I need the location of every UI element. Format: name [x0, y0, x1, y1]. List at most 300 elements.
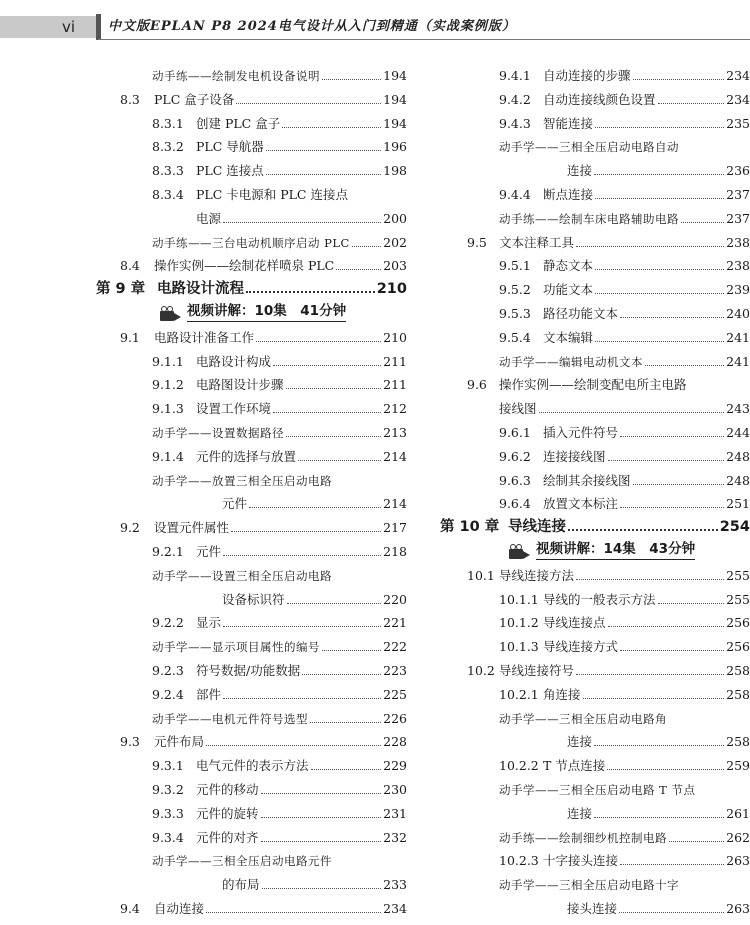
toc-entry-number: 9.6: [467, 377, 487, 393]
toc-entry-number: 9.4.3: [499, 115, 531, 131]
toc-page-number: 255: [726, 591, 750, 607]
toc-entry-number: 10.2.1: [499, 686, 539, 702]
toc-entry-number: 第 9 章: [96, 281, 146, 298]
toc-entry-number: 9.1: [120, 329, 140, 345]
toc-entry-title: 设置工作环境: [196, 401, 272, 417]
dot-leader: [620, 436, 724, 437]
toc-page-number: 200: [383, 210, 407, 226]
toc-entry-title: 电路设计流程: [157, 281, 244, 298]
toc-entry-title: 电源: [196, 210, 222, 226]
toc-entry-title: 元件: [222, 496, 248, 512]
toc-continued-line[interactable]: [567, 895, 750, 917]
toc-entry-title: PLC 连接点: [196, 163, 264, 179]
toc-page-number: 213: [383, 425, 407, 440]
toc-entry-number: 8.3.3: [152, 163, 184, 179]
dot-leader: [595, 341, 724, 342]
dot-leader: [352, 246, 381, 247]
toc-entry-title: 十字接头连接: [543, 853, 619, 869]
toc-page-number: 203: [383, 258, 407, 274]
toc-subsection-entry[interactable]: [152, 181, 407, 203]
toc-subsection-entry[interactable]: [499, 86, 750, 108]
toc-subsection-entry[interactable]: [499, 752, 750, 774]
toc-subsection-entry[interactable]: [499, 276, 750, 298]
toc-exercise-entry[interactable]: [152, 229, 407, 251]
toc-page-number: 211: [383, 353, 407, 369]
toc-entry-number: 9.2.3: [152, 663, 184, 678]
toc-page-number: 210: [376, 281, 407, 298]
toc-entry-number: 9.4.4: [499, 187, 531, 202]
toc-entry-number: 10.1: [467, 567, 495, 583]
toc-chapter-entry[interactable]: [440, 514, 750, 536]
toc-section-entry[interactable]: [467, 371, 750, 393]
toc-entry-title: 连接: [567, 805, 593, 821]
toc-page-number: 251: [726, 496, 750, 512]
toc-subsection-entry[interactable]: [499, 181, 750, 203]
dot-leader: [273, 365, 381, 366]
toc-entry-number: 9.3: [120, 734, 140, 750]
dot-leader: [658, 103, 725, 104]
toc-entry-title: 元件的对齐: [196, 829, 259, 845]
toc-entry-number: 9.2: [120, 520, 140, 536]
toc-page-number: 221: [383, 615, 407, 631]
toc-entry-title: 绘制其余接线图: [543, 472, 631, 488]
toc-exercise-entry[interactable]: [499, 824, 750, 846]
toc-page-number: 243: [726, 401, 750, 417]
dot-leader: [576, 246, 724, 247]
toc-section-entry[interactable]: [120, 728, 407, 750]
dot-leader: [273, 412, 381, 413]
toc-exercise-entry[interactable]: [152, 847, 407, 869]
toc-entry-title: 动手学——显示项目属性的编号: [152, 640, 320, 655]
toc-entry-number: 9.3.1: [152, 758, 184, 774]
toc-section-entry[interactable]: [120, 895, 407, 917]
toc-entry-title: 动手学——设置数据路径: [152, 426, 284, 440]
dot-leader: [645, 365, 724, 366]
dot-leader: [286, 388, 382, 389]
toc-exercise-entry[interactable]: [152, 62, 407, 84]
toc-page-number: 263: [726, 901, 750, 916]
toc-subsection-entry[interactable]: [152, 157, 407, 179]
dot-leader: [246, 291, 375, 293]
toc-entry-number: 9.5.2: [499, 282, 531, 298]
toc-entry-title: 动手练——绘制发电机设备说明: [152, 69, 320, 83]
toc-page-number: 194: [383, 115, 407, 131]
dot-leader: [619, 912, 724, 913]
toc-entry-title: PLC 卡电源和 PLC 连接点: [196, 187, 348, 202]
toc-page-number: 254: [719, 519, 750, 536]
toc-page-number: 238: [726, 234, 750, 250]
toc-subsection-entry[interactable]: [152, 657, 407, 679]
toc-subsection-entry[interactable]: [499, 110, 750, 132]
dot-leader: [681, 222, 724, 223]
toc-exercise-entry[interactable]: [499, 348, 750, 370]
toc-exercise-entry[interactable]: [152, 467, 407, 489]
toc-entry-title: 动手练——三台电动机顺序启动 PLC: [152, 235, 350, 250]
toc-exercise-entry[interactable]: [499, 133, 750, 155]
toc-subsection-entry[interactable]: [499, 847, 750, 869]
toc-subsection-entry[interactable]: [499, 324, 750, 346]
dot-leader: [595, 127, 724, 128]
toc-entry-number: 10.2: [467, 663, 495, 678]
toc-page-number: 256: [726, 639, 750, 655]
dot-leader: [620, 650, 724, 651]
header-rule: [98, 39, 750, 40]
toc-entry-number: 9.5.3: [499, 306, 531, 321]
video-lecture-text: 视频讲解：10集 41分钟: [187, 302, 346, 322]
toc-page-number: 225: [383, 686, 407, 702]
toc-continued-line[interactable]: [567, 157, 750, 179]
toc-page-number: 234: [726, 68, 750, 83]
dot-leader: [594, 174, 724, 175]
toc-entry-number: 9.6.2: [499, 448, 531, 464]
toc-entry-number: 9.1.4: [152, 448, 184, 464]
toc-entry-title: 自动连接线颜色设置: [543, 91, 656, 107]
toc-page-number: 261: [726, 805, 750, 821]
toc-page-number: 238: [726, 258, 750, 274]
dot-leader: [266, 150, 381, 151]
toc-entry-title: 接线图: [499, 401, 537, 417]
dot-leader: [633, 484, 725, 485]
dot-leader: [576, 579, 724, 580]
toc-entry-title: 符号数据/功能数据: [196, 663, 301, 678]
toc-entry-number: 9.2.2: [152, 615, 184, 631]
toc-section-entry[interactable]: [120, 324, 407, 346]
toc-page-number: 241: [726, 329, 750, 345]
toc-subsection-entry[interactable]: [152, 800, 407, 822]
toc-page-number: 226: [383, 710, 407, 726]
toc-entry-number: 9.2.4: [152, 686, 184, 702]
toc-entry-number: 9.1.1: [152, 353, 184, 369]
dot-leader: [223, 698, 381, 699]
toc-entry-title: 设置元件属性: [154, 520, 230, 536]
toc-entry-title: 静态文本: [543, 258, 594, 274]
toc-entry-title: 显示: [196, 615, 222, 631]
toc-entry-number: 9.1.3: [152, 401, 184, 417]
toc-entry-title: 动手学——电机元件符号选型: [152, 711, 308, 726]
toc-entry-title: 动手学——三相全压启动电路元件: [152, 854, 332, 869]
toc-entry-number: 9.4: [120, 901, 140, 916]
toc-entry-title: 电路图设计步骤: [196, 377, 284, 393]
toc-page-number: 232: [383, 829, 407, 845]
toc-entry-title: 元件的选择与放置: [196, 448, 297, 464]
dot-leader: [287, 603, 382, 604]
toc-page-number: 236: [726, 163, 750, 179]
dot-leader: [261, 793, 382, 794]
toc-subsection-entry[interactable]: [499, 300, 750, 322]
dot-leader: [595, 269, 724, 270]
toc-entry-title: 动手学——编辑电动机文本: [499, 354, 643, 369]
dot-leader: [311, 769, 382, 770]
toc-entry-title: 操作实例——绘制花样喷泉 PLC: [154, 258, 335, 274]
toc-page-number: 212: [383, 401, 407, 417]
header-divider-bar: [96, 14, 101, 40]
toc-entry-number: 9.6.3: [499, 472, 531, 488]
dot-leader: [322, 79, 381, 80]
dot-leader: [256, 341, 381, 342]
video-camera-icon: [160, 306, 182, 322]
toc-entry-title: 导线连接方式: [543, 639, 619, 655]
toc-page-number: 237: [726, 187, 750, 202]
toc-entry-title: 断点连接: [543, 187, 594, 202]
toc-entry-number: 9.5.1: [499, 258, 531, 274]
toc-subsection-entry[interactable]: [152, 348, 407, 370]
toc-exercise-entry[interactable]: [499, 705, 750, 727]
toc-subsection-entry[interactable]: [152, 538, 407, 560]
dot-leader: [620, 864, 724, 865]
toc-subsection-entry[interactable]: [499, 586, 750, 608]
toc-entry-number: 10.1.3: [499, 639, 539, 655]
toc-entry-number: 9.6.1: [499, 425, 531, 440]
toc-subsection-entry[interactable]: [152, 110, 407, 132]
toc-subsection-entry[interactable]: [499, 419, 750, 441]
toc-section-entry[interactable]: [467, 562, 750, 584]
toc-entry-title: 电气元件的表示方法: [196, 758, 309, 774]
toc-section-entry[interactable]: [120, 514, 407, 536]
toc-entry-title: 功能文本: [543, 282, 594, 298]
dot-leader: [223, 222, 381, 223]
toc-exercise-entry[interactable]: [499, 776, 750, 798]
toc-entry-title: 智能连接: [543, 115, 594, 131]
toc-entry-title: 元件的旋转: [196, 805, 259, 821]
toc-page-number: 214: [383, 496, 407, 512]
toc-page-number: 259: [726, 758, 750, 774]
dot-leader: [310, 722, 381, 723]
toc-page-number: 217: [383, 520, 407, 536]
toc-continued-line[interactable]: [222, 490, 407, 512]
toc-page-number: 248: [726, 472, 750, 488]
toc-page-number: 234: [726, 91, 750, 107]
toc-exercise-entry[interactable]: [152, 419, 407, 441]
toc-page-number: 258: [726, 734, 750, 750]
toc-exercise-entry[interactable]: [152, 562, 407, 584]
toc-entry-number: 第 10 章: [440, 519, 500, 536]
toc-page-number: 198: [383, 163, 407, 179]
toc-page-number: 258: [726, 663, 750, 678]
toc-page-number: 248: [726, 448, 750, 464]
dot-leader: [298, 460, 381, 461]
toc-page-number: 255: [726, 567, 750, 583]
toc-entry-title: PLC 导航器: [196, 139, 264, 155]
toc-continued-line[interactable]: [567, 800, 750, 822]
toc-continued-line[interactable]: [222, 871, 407, 893]
dot-leader: [595, 293, 724, 294]
toc-entry-number: 9.4.1: [499, 68, 531, 83]
dot-leader: [595, 198, 724, 199]
toc-entry-title: 自动连接: [154, 901, 205, 916]
toc-entry-number: 9.5: [467, 234, 487, 250]
toc-page-number: 214: [383, 448, 407, 464]
toc-page-number: 240: [726, 306, 750, 321]
toc-entry-title: 导线的一般表示方法: [543, 591, 656, 607]
toc-page-number: 234: [383, 901, 407, 916]
toc-page-number: 222: [383, 639, 407, 655]
toc-subsection-entry[interactable]: [499, 443, 750, 465]
toc-page-number: 223: [383, 663, 407, 678]
dot-leader: [249, 507, 381, 508]
dot-leader: [206, 912, 381, 913]
dot-leader: [594, 817, 724, 818]
toc-entry-title: 文本注释工具: [499, 234, 575, 250]
toc-entry-title: PLC 盒子设备: [154, 91, 235, 107]
toc-entry-number: 9.3.3: [152, 805, 184, 821]
toc-page-number: 239: [726, 282, 750, 298]
dot-leader: [608, 626, 725, 627]
toc-continued-line[interactable]: [196, 205, 407, 227]
dot-leader: [231, 531, 381, 532]
video-camera-icon: [509, 544, 531, 560]
toc-subsection-entry[interactable]: [152, 776, 407, 798]
toc-subsection-entry[interactable]: [152, 824, 407, 846]
toc-subsection-entry[interactable]: [499, 633, 750, 655]
toc-chapter-entry[interactable]: [96, 276, 407, 298]
toc-entry-number: 9.3.4: [152, 829, 184, 845]
toc-exercise-entry[interactable]: [152, 705, 407, 727]
toc-entry-title: 路径功能文本: [543, 306, 619, 321]
dot-leader: [607, 769, 724, 770]
toc-subsection-entry[interactable]: [499, 681, 750, 703]
video-lecture-text: 视频讲解：14集 43分钟: [536, 540, 695, 560]
toc-page-number: 244: [726, 425, 750, 440]
dot-leader: [261, 841, 382, 842]
toc-entry-title: 动手学——设置三相全压启动电路: [152, 568, 332, 583]
toc-entry-number: 8.3.2: [152, 139, 184, 155]
dot-leader: [658, 603, 725, 604]
toc-entry-title: 导线连接: [508, 519, 566, 536]
toc-entry-title: 自动连接的步骤: [543, 68, 631, 83]
toc-entry-number: 9.2.1: [152, 544, 184, 559]
toc-subsection-entry[interactable]: [499, 467, 750, 489]
toc-entry-title: 电路设计准备工作: [154, 329, 255, 345]
toc-entry-title: 导线连接符号: [499, 663, 575, 678]
dot-leader: [539, 412, 725, 413]
toc-subsection-entry[interactable]: [152, 681, 407, 703]
toc-subsection-entry[interactable]: [152, 443, 407, 465]
dot-leader: [322, 650, 381, 651]
toc-entry-title: 动手学——放置三相全压启动电路: [152, 473, 332, 488]
toc-entry-number: 10.1.2: [499, 615, 539, 631]
toc-subsection-entry[interactable]: [499, 252, 750, 274]
toc-entry-title: 动手练——绘制细纱机控制电路: [499, 830, 667, 845]
dot-leader: [262, 888, 382, 889]
toc-continued-line[interactable]: [222, 586, 407, 608]
toc-entry-title: 连接: [567, 163, 593, 179]
toc-subsection-entry[interactable]: [499, 62, 750, 84]
toc-page-number: 258: [726, 686, 750, 702]
toc-entry-title: 文本编辑: [543, 329, 594, 345]
dot-leader: [282, 127, 381, 128]
toc-entry-number: 9.6.4: [499, 496, 531, 512]
toc-entry-title: 导线连接方法: [499, 567, 575, 583]
toc-entry-title: 操作实例——绘制变配电所主电路: [499, 377, 687, 393]
dot-leader: [568, 529, 718, 531]
toc-page-number: 235: [726, 115, 750, 131]
dot-leader: [266, 174, 381, 175]
toc-entry-title: 的布局: [222, 877, 260, 893]
toc-page-number: 220: [383, 591, 407, 607]
dot-leader: [594, 745, 724, 746]
toc-section-entry[interactable]: [467, 229, 750, 251]
toc-entry-title: 动手学——三相全压启动电路自动: [499, 140, 679, 155]
dot-leader: [608, 460, 725, 461]
toc-page-number: 263: [726, 853, 750, 869]
toc-page-number: 202: [383, 234, 407, 250]
toc-continued-line[interactable]: [499, 395, 750, 417]
toc-section-entry[interactable]: [467, 657, 750, 679]
toc-subsection-entry[interactable]: [152, 133, 407, 155]
toc-page-number: 256: [726, 615, 750, 631]
toc-entry-title: 放置文本标注: [543, 496, 619, 512]
toc-entry-number: 9.1.2: [152, 377, 184, 393]
toc-exercise-entry[interactable]: [499, 205, 750, 227]
toc-entry-title: 角连接: [543, 686, 581, 702]
toc-page-number: 262: [726, 829, 750, 845]
toc-subsection-entry[interactable]: [152, 395, 407, 417]
toc-entry-title: 动手学——三相全压启动电路 T 节点: [499, 783, 696, 797]
toc-exercise-entry[interactable]: [499, 871, 750, 893]
toc-subsection-entry[interactable]: [152, 371, 407, 393]
toc-subsection-entry[interactable]: [152, 609, 407, 631]
dot-leader: [336, 269, 381, 270]
dot-leader: [261, 817, 382, 818]
toc-section-entry[interactable]: [120, 86, 407, 108]
toc-entry-number: 8.3.1: [152, 115, 184, 131]
toc-entry-title: 连接: [567, 734, 593, 750]
toc-page-number: 241: [726, 353, 750, 369]
toc-entry-title: 连接接线图: [543, 448, 606, 464]
toc-entry-number: 10.1.1: [499, 591, 539, 607]
dot-leader: [302, 674, 381, 675]
video-lecture-banner: [509, 538, 695, 560]
toc-page-number: 228: [383, 734, 407, 750]
toc-entry-number: 10.2.2: [499, 758, 539, 774]
toc-entry-title: 导线连接点: [543, 615, 606, 631]
toc-page-number: 194: [383, 91, 407, 107]
toc-entry-number: 9.5.4: [499, 329, 531, 345]
header-page-number: vi: [62, 18, 76, 36]
video-lecture-banner: [160, 300, 346, 322]
running-header: [0, 8, 750, 40]
toc-exercise-entry[interactable]: [152, 633, 407, 655]
toc-page-number: 237: [726, 210, 750, 226]
toc-section-entry[interactable]: [120, 252, 407, 274]
dot-leader: [633, 79, 725, 80]
toc-entry-title: 元件: [196, 544, 222, 559]
toc-subsection-entry[interactable]: [152, 752, 407, 774]
toc-page-number: 210: [383, 329, 407, 345]
toc-page-number: 230: [383, 782, 407, 797]
toc-page-number: 196: [383, 139, 407, 155]
toc-page-number: 233: [383, 877, 407, 893]
toc-page-number: 194: [383, 68, 407, 83]
toc-entry-title: T 节点连接: [543, 758, 606, 774]
dot-leader: [669, 841, 724, 842]
toc-entry-number: 8.4: [120, 258, 140, 274]
toc-entry-title: 部件: [196, 686, 222, 702]
dot-leader: [620, 317, 724, 318]
header-book-title: 中文版EPLAN P8 2024电气设计从入门到精通（实战案例版）: [108, 19, 516, 34]
toc-entry-title: 设备标识符: [222, 591, 285, 607]
toc-subsection-entry[interactable]: [499, 609, 750, 631]
toc-entry-number: 9.3.2: [152, 782, 184, 797]
toc-entry-number: 8.3.4: [152, 187, 184, 202]
dot-leader: [236, 103, 381, 104]
toc-entry-number: 8.3: [120, 91, 140, 107]
toc-subsection-entry[interactable]: [499, 490, 750, 512]
toc-continued-line[interactable]: [567, 728, 750, 750]
dot-leader: [206, 745, 381, 746]
toc-entry-title: 动手学——三相全压启动电路角: [499, 711, 667, 726]
dot-leader: [620, 507, 724, 508]
